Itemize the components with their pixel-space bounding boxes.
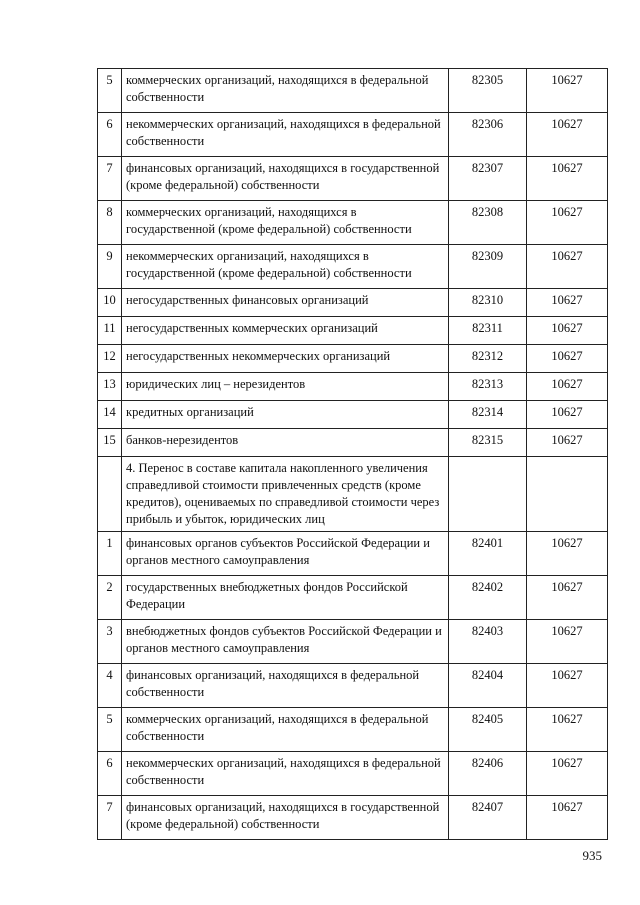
row-number: 13	[98, 373, 122, 401]
row-number: 9	[98, 245, 122, 289]
table-row	[98, 752, 608, 796]
row-code: 82404	[449, 664, 527, 708]
row-number: 6	[98, 752, 122, 796]
row-account: 10627	[527, 708, 608, 752]
row-number: 5	[98, 708, 122, 752]
row-account: 10627	[527, 401, 608, 429]
page-number: 935	[582, 848, 602, 863]
table-row	[98, 620, 608, 664]
row-code: 82407	[449, 796, 527, 840]
row-account: 10627	[527, 345, 608, 373]
row-account: 10627	[527, 157, 608, 201]
row-account: 10627	[527, 664, 608, 708]
accounts-table	[97, 68, 608, 840]
row-code: 82305	[449, 69, 527, 113]
row-number: 2	[98, 576, 122, 620]
row-description: финансовых организаций, находящихся в государственной (кроме федеральной) собственности	[122, 157, 449, 201]
row-description: коммерческих организаций, находящихся в федеральной собственности	[122, 69, 449, 113]
row-account: 10627	[527, 576, 608, 620]
row-code: 82405	[449, 708, 527, 752]
row-code: 82307	[449, 157, 527, 201]
row-account: 10627	[527, 620, 608, 664]
table-row	[98, 796, 608, 840]
row-code: 82315	[449, 429, 527, 457]
table-row	[98, 245, 608, 289]
row-description: кредитных организаций	[122, 401, 449, 429]
row-code: 82401	[449, 532, 527, 576]
row-code: 82313	[449, 373, 527, 401]
row-description: негосударственных некоммерческих организаций	[122, 345, 449, 373]
section-heading: 4. Перенос в составе капитала накопленного увеличения справедливой стоимости привлеченных средств (кроме кредитов), оцениваемых по справедливой стоимости через прибыль и убыток, юридических лиц	[122, 457, 449, 532]
row-description: негосударственных коммерческих организаций	[122, 317, 449, 345]
row-code: 82306	[449, 113, 527, 157]
row-description: коммерческих организаций, находящихся в федеральной собственности	[122, 708, 449, 752]
row-account: 10627	[527, 113, 608, 157]
table-row	[98, 576, 608, 620]
table-row	[98, 317, 608, 345]
row-description: негосударственных финансовых организаций	[122, 289, 449, 317]
table-row	[98, 373, 608, 401]
row-account: 10627	[527, 69, 608, 113]
row-number: 3	[98, 620, 122, 664]
row-description: внебюджетных фондов субъектов Российской Федерации и органов местного самоуправления	[122, 620, 449, 664]
table-row	[98, 664, 608, 708]
row-description: коммерческих организаций, находящихся в государственной (кроме федеральной) собственности	[122, 201, 449, 245]
table-row	[98, 708, 608, 752]
row-description: некоммерческих организаций, находящихся в федеральной собственности	[122, 113, 449, 157]
row-account: 10627	[527, 245, 608, 289]
row-number: 8	[98, 201, 122, 245]
table-row	[98, 429, 608, 457]
row-description: некоммерческих организаций, находящихся в государственной (кроме федеральной) собственности	[122, 245, 449, 289]
row-code	[449, 457, 527, 532]
row-number: 4	[98, 664, 122, 708]
table-body	[98, 69, 608, 840]
row-description: некоммерческих организаций, находящихся в федеральной собственности	[122, 752, 449, 796]
table-row	[98, 157, 608, 201]
row-account	[527, 457, 608, 532]
row-code: 82402	[449, 576, 527, 620]
row-code: 82309	[449, 245, 527, 289]
row-number: 14	[98, 401, 122, 429]
section-header-row	[98, 457, 608, 532]
row-number: 6	[98, 113, 122, 157]
row-description: юридических лиц – нерезидентов	[122, 373, 449, 401]
row-code: 82403	[449, 620, 527, 664]
row-account: 10627	[527, 752, 608, 796]
row-description: финансовых органов субъектов Российской Федерации и органов местного самоуправления	[122, 532, 449, 576]
row-code: 82308	[449, 201, 527, 245]
row-description: банков-нерезидентов	[122, 429, 449, 457]
row-description: государственных внебюджетных фондов Российской Федерации	[122, 576, 449, 620]
table-row	[98, 201, 608, 245]
row-code: 82310	[449, 289, 527, 317]
row-number: 12	[98, 345, 122, 373]
row-number: 7	[98, 796, 122, 840]
row-account: 10627	[527, 532, 608, 576]
row-number: 5	[98, 69, 122, 113]
row-account: 10627	[527, 373, 608, 401]
row-account: 10627	[527, 429, 608, 457]
table-row	[98, 113, 608, 157]
row-number	[98, 457, 122, 532]
row-account: 10627	[527, 201, 608, 245]
table-row	[98, 345, 608, 373]
row-code: 82406	[449, 752, 527, 796]
row-number: 7	[98, 157, 122, 201]
row-description: финансовых организаций, находящихся в государственной (кроме федеральной) собственности	[122, 796, 449, 840]
row-account: 10627	[527, 289, 608, 317]
row-number: 11	[98, 317, 122, 345]
row-number: 10	[98, 289, 122, 317]
table-row	[98, 532, 608, 576]
table-row	[98, 69, 608, 113]
row-code: 82314	[449, 401, 527, 429]
table-row	[98, 401, 608, 429]
row-description: финансовых организаций, находящихся в федеральной собственности	[122, 664, 449, 708]
row-number: 1	[98, 532, 122, 576]
row-account: 10627	[527, 796, 608, 840]
row-code: 82311	[449, 317, 527, 345]
row-account: 10627	[527, 317, 608, 345]
table-row	[98, 289, 608, 317]
row-number: 15	[98, 429, 122, 457]
row-code: 82312	[449, 345, 527, 373]
